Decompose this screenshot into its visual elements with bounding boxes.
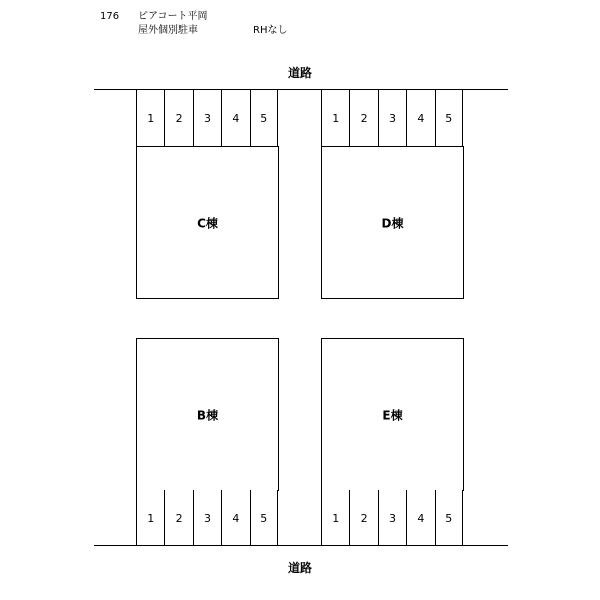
parking-row-c: [136, 90, 278, 146]
parking-slot: 5: [435, 490, 463, 546]
parking-row-e: [321, 490, 463, 546]
parking-slot: 3: [378, 490, 406, 546]
parking-slot: 1: [136, 490, 164, 546]
parking-slot: 4: [406, 490, 434, 546]
building-c-label: C棟: [197, 216, 218, 230]
road-label-bottom: 道路: [287, 561, 312, 575]
parking-slot: 4: [406, 90, 434, 146]
parking-slot: 4: [221, 490, 249, 546]
property-number: 176: [100, 11, 120, 22]
road-label-top: 道路: [287, 66, 312, 80]
parking-slot: 2: [349, 90, 377, 146]
building-e: [321, 338, 464, 491]
parking-slot: 4: [221, 90, 249, 146]
building-e-label: E棟: [382, 408, 403, 422]
parking-row-b: [136, 490, 278, 546]
parking-slot: 3: [193, 490, 221, 546]
building-c: [136, 146, 279, 299]
parking-slot: 1: [321, 90, 349, 146]
parking-slot: 5: [250, 90, 278, 146]
parking-slot: 5: [250, 490, 278, 546]
parking-slot: 3: [378, 90, 406, 146]
parking-slot: 2: [164, 490, 192, 546]
building-b-label: B棟: [196, 408, 219, 422]
rh-note: RHなし: [253, 25, 288, 36]
property-name: ピアコート平岡: [138, 11, 208, 22]
parking-type: 屋外個別駐車: [138, 25, 198, 36]
parking-slot: 5: [435, 90, 463, 146]
building-d-label: D棟: [381, 216, 404, 230]
parking-slot: 1: [321, 490, 349, 546]
parking-slot: 3: [193, 90, 221, 146]
parking-slot: 2: [349, 490, 377, 546]
building-d: [321, 146, 464, 299]
parking-row-d: [321, 90, 463, 146]
road-line-bottom: [94, 545, 508, 546]
parking-slot: 1: [136, 90, 164, 146]
building-b: [136, 338, 279, 491]
parking-slot: 2: [164, 90, 192, 146]
